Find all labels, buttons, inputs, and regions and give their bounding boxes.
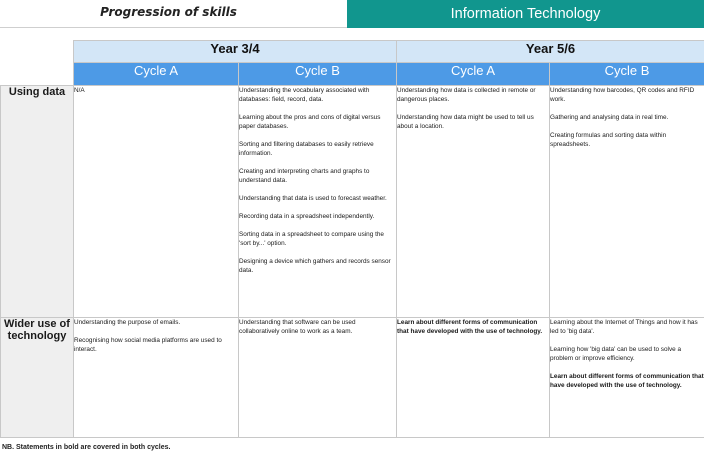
skill-statement: Creating and interpreting charts and graphs to understand data. [239,168,370,184]
skill-statement: Learning how 'big data' can be used to solve a problem or improve efficiency. [550,346,682,362]
skill-statement: Creating formulas and sorting data within spreadsheets. [550,132,667,148]
skills-table [0,40,704,438]
table-cell [239,86,397,318]
row-label-using-data: Using data [1,86,74,318]
footnote: NB. Statements in bold are covered in both cycles. [2,444,171,451]
skill-statement: Learning about the pros and cons of digital versus paper databases. [239,114,381,130]
table-cell [397,318,550,438]
corner-cell [1,63,74,86]
table-cell [397,86,550,318]
skill-statement: Understanding the purpose of emails. [74,319,181,326]
cycle-header: Cycle A [74,63,239,86]
banner-right-panel [347,0,704,28]
table-cell [550,86,704,318]
skill-statement: Understanding how barcodes, QR codes and RFID work. [550,87,695,103]
skill-statement: Recognising how social media platforms are used to interact. [74,337,222,353]
title-banner [0,0,704,29]
document-subtitle: Progression of skills [100,5,237,19]
skill-statement: Understanding that software can be used collaboratively online to work as a team. [239,319,356,335]
skill-statement: Learn about different forms of communication that have developed with the use of technology. [397,319,543,335]
table-row-using-data [1,86,704,318]
cycle-header: Cycle A [397,63,550,86]
skill-statement: Designing a device which gathers and records sensor data. [239,258,391,274]
banner-left-panel [0,0,347,28]
skill-statement: Sorting and filtering databases to easily retrieve information. [239,141,374,157]
skill-statement: Understanding how data might be used to tell us about a location. [397,114,534,130]
skill-statement: Sorting data in a spreadsheet to compare using the 'sort by...' option. [239,231,384,247]
cycle-header: Cycle B [550,63,704,86]
year-3-4-header: Year 3/4 [74,41,397,63]
table-cell [74,86,239,318]
skill-statement: Learning about the Internet of Things and how it has led to 'big data'. [550,319,698,335]
cycle-header-row [1,63,704,86]
skill-statement: Understanding the vocabulary associated with databases: field, record, data. [239,87,370,103]
skill-statement: N/A [74,87,85,94]
skill-statement: Gathering and analysing data in real time. [550,114,669,121]
table-row-wider-use [1,318,704,438]
skill-statement: Recording data in a spreadsheet independently. [239,213,375,220]
subject-title: Information Technology [450,6,601,22]
year-header-row [1,41,704,63]
skill-statement: Understanding that data is used to forecast weather. [239,195,387,202]
skill-statement: Learn about different forms of communication that have developed with the use of technology. [550,373,704,389]
skill-statement: Understanding how data is collected in remote or dangerous places. [397,87,536,103]
table-cell [239,318,397,438]
cycle-header: Cycle B [239,63,397,86]
table-cell [74,318,239,438]
corner-cell [1,41,74,63]
row-label-wider-use: Wider use of technology [1,318,74,438]
year-5-6-header: Year 5/6 [397,41,704,63]
table-cell [550,318,704,438]
